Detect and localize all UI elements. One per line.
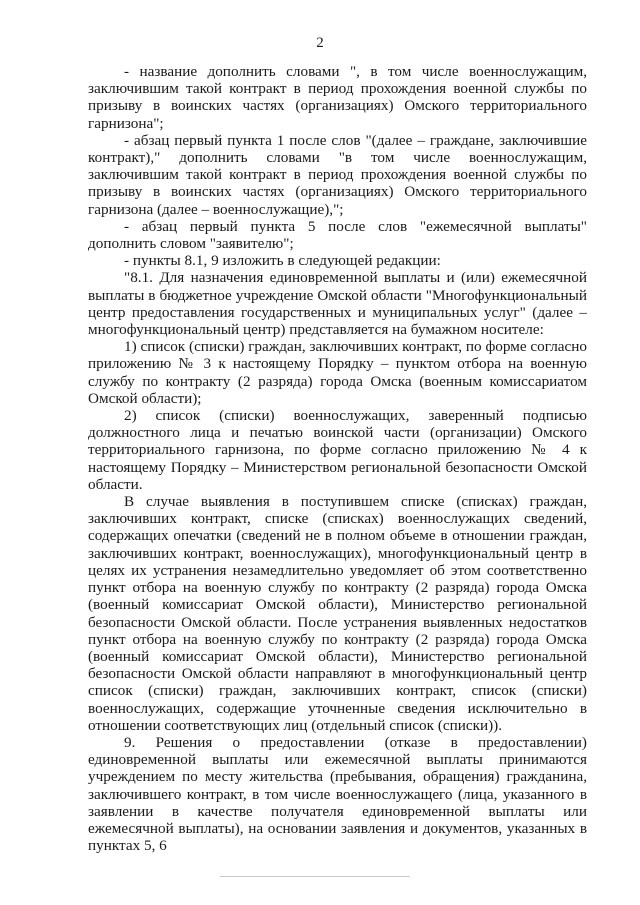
paragraph-points-8-9-intro: - пункты 8.1, 9 изложить в следующей редакции:	[124, 252, 441, 270]
document-body	[88, 63, 587, 854]
paragraph-item-2: 2) список (списки) военнослужащих, заверенный подписью должностного лица и печатью воинской части (организации) Омского территориального гарнизона, по форме согласно приложению № 4 к настоящему Порядку – Министерством региональной безопасности Омской области.	[88, 407, 587, 493]
paragraph-point-9: 9. Решения о предоставлении (отказе в предоставлении) единовременной выплаты или ежемесячной выплаты принимаются учреждением по месту жительства (пребывания, обращения) гражданина, заключившего контракт, в том числе военнослужащего (лица, указанного в заявлении в качестве получателя единовременной выплаты или ежемесячной выплаты), на основании заявления и документов, указанных в пунктах 5, 6	[88, 733, 587, 855]
paragraph-errors-procedure: В случае выявления в поступившем списке (списках) граждан, заключивших контракт, списке (списках) военнослужащих сведений, содержащих опечатки (сведений не в полном объеме в отношении граждан, заключивших контракт, военнослужащих), многофункциональный центр в целях их устранения незамедлительно уведомляет об этом соответственно пункт отбора на военную службу по контракту (2 разряда) города Омска (военный комиссариат Омской области), Министерство региональной безопасности Омской области. После устранения выявленных недостатков пункт отбора на военную службу по контракту (2 разряда) города Омска (военный комиссариат Омской области), Министерство региональной безопасности Омской области направляют в многофункциональный центр список (списки) граждан, заключивших контракт, список (списки) военнослужащих, содержащие уточненные сведения исключительно в отношении соответствующих лиц (отдельный список (списки)).	[88, 493, 587, 734]
paragraph-point-5-amendment: - абзац первый пункта 5 после слов "ежемесячной выплаты" дополнить словом "заявителю";	[88, 217, 587, 253]
paragraph-point-8-1: "8.1. Для назначения единовременной выплаты и (или) ежемесячной выплаты в бюджетное учреждение Омской области "Многофункциональный центр предоставления государственных и муниципальных услуг" (далее – многофункциональный центр) представляется на бумажном носителе:	[88, 269, 587, 339]
scan-artifact-line	[220, 876, 410, 877]
page-number: 2	[316, 35, 324, 51]
paragraph-item-1: 1) список (списки) граждан, заключивших контракт, по форме согласно приложению № 3 к настоящему Порядку – пунктом отбора на военную службу по контракту (2 разряда) города Омска (военным комиссариатом Омской области);	[88, 338, 587, 407]
paragraph-name-amendment: - название дополнить словами ", в том числе военнослужащим, заключившим такой контракт в период прохождения военной службы по призыву в воинских частях (организациях) Омского территориального гарнизона";	[88, 63, 587, 132]
paragraph-point-1-amendment: - абзац первый пункта 1 после слов "(далее – граждане, заключившие контракт)," дополнить словами "в том числе военнослужащим, заключившим такой контракт в период прохождения военной службы по призыву в воинских частях (организациях) Омского территориального гарнизона (далее – военнослужащие),";	[88, 131, 587, 218]
